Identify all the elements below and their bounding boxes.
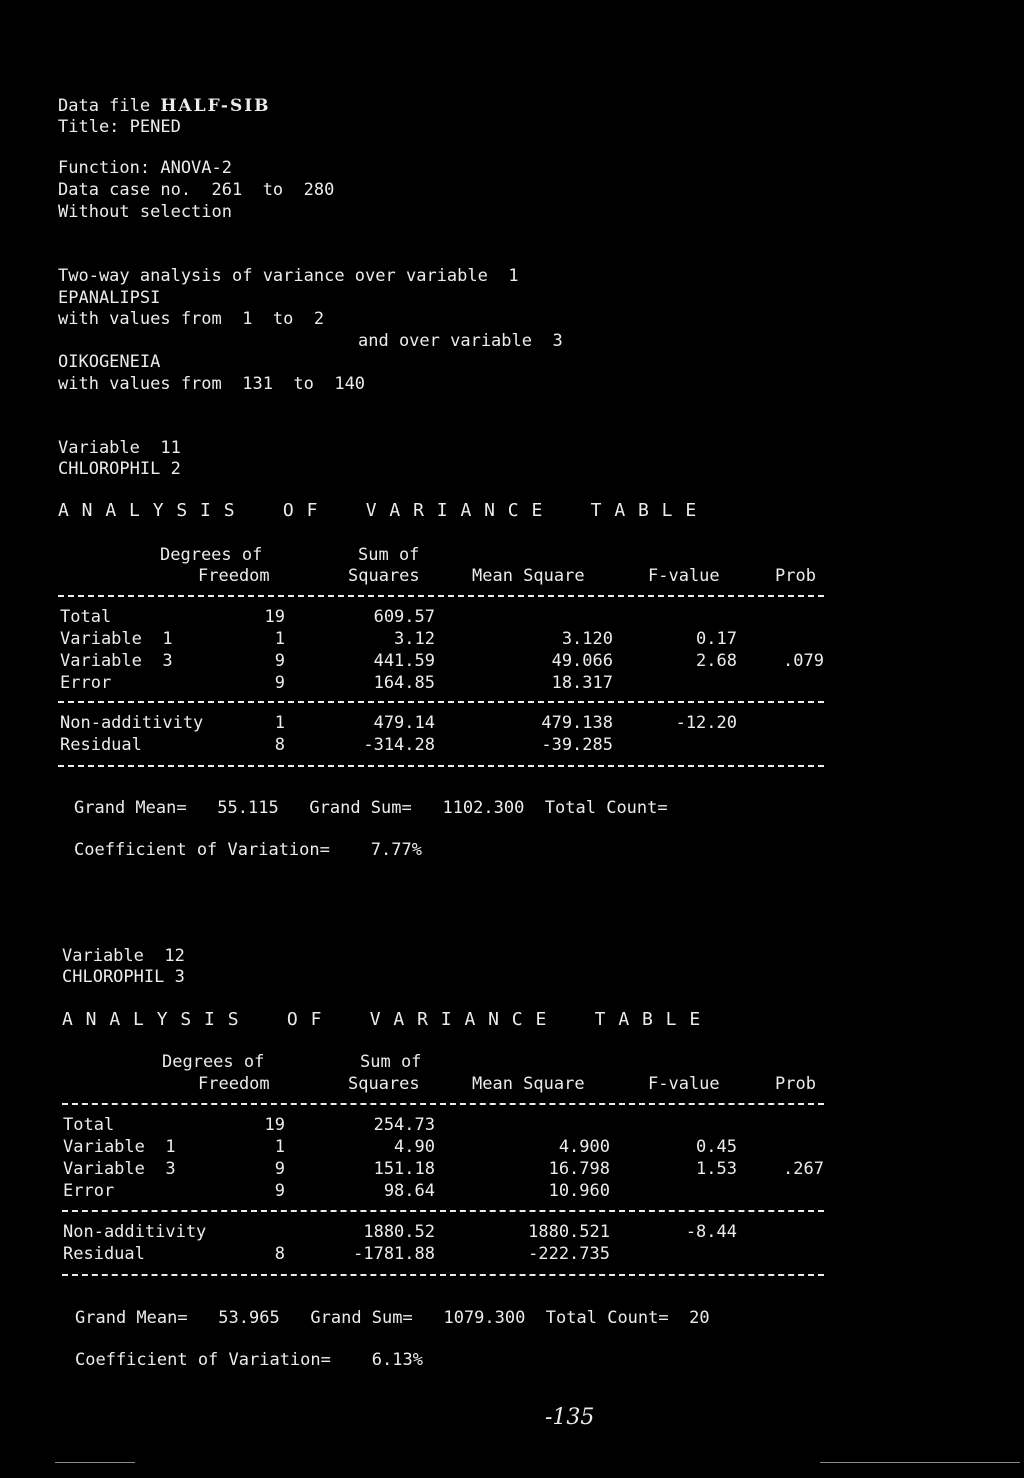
header-ms: Mean Square: [472, 566, 585, 586]
header-df-bottom: Freedom: [198, 1074, 270, 1094]
anova-title: A N A L Y S I S O F V A R I A N C E T A B L E: [62, 1009, 702, 1030]
data-file-line: Data file HALF-SIB: [58, 96, 271, 116]
variable-name: CHLOROPHIL 3: [62, 967, 185, 987]
header-f: F-value: [648, 1074, 720, 1094]
header-ss-bottom: Squares: [348, 1074, 420, 1094]
header-df-top: Degrees of: [162, 1052, 265, 1072]
variable-label: Variable 12: [62, 946, 185, 966]
coefficient-of-variation: Coefficient of Variation= 6.13%: [75, 1350, 423, 1370]
divider: [62, 1210, 824, 1212]
page-number: -135: [545, 1405, 595, 1430]
header-p: Prob: [775, 1074, 816, 1094]
grand-summary: Grand Mean= 55.115 Grand Sum= 1102.300 Total Count=: [74, 798, 668, 818]
data-file-name: HALF-SIB: [160, 96, 271, 116]
divider: [58, 595, 824, 597]
header-ss-top: Sum of: [360, 1052, 422, 1072]
header-df-bottom: Freedom: [198, 566, 270, 586]
edge-mark: [820, 1462, 1020, 1463]
header-f: F-value: [648, 566, 720, 586]
case-line: Data case no. 261 to 280: [58, 180, 335, 200]
divider: [58, 701, 824, 703]
selection-line: Without selection: [58, 202, 232, 222]
divider: [62, 1103, 824, 1105]
divider: [62, 1274, 824, 1276]
header-ss-top: Sum of: [358, 545, 420, 565]
grand-summary: Grand Mean= 53.965 Grand Sum= 1079.300 Total Count= 20: [75, 1308, 710, 1328]
description-line-2: EPANALIPSI: [58, 288, 161, 308]
function-line: Function: ANOVA-2: [58, 158, 232, 178]
header-p: Prob: [775, 566, 816, 586]
coefficient-of-variation: Coefficient of Variation= 7.77%: [74, 840, 422, 860]
variable-label: Variable 11: [58, 438, 181, 458]
variable-name: CHLOROPHIL 2: [58, 459, 181, 479]
header-ss-bottom: Squares: [348, 566, 420, 586]
title-line: Title: PENED: [58, 117, 181, 137]
description-line-6: with values from 131 to 140: [58, 374, 366, 394]
divider: [58, 765, 824, 767]
description-line-4: and over variable 3: [358, 331, 563, 351]
description-line-1: Two-way analysis of variance over variable 1: [58, 266, 519, 286]
description-line-5: OIKOGENEIA: [58, 352, 161, 372]
description-line-3: with values from 1 to 2: [58, 309, 325, 329]
anova-title: A N A L Y S I S O F V A R I A N C E T A B L E: [58, 500, 698, 521]
header-ms: Mean Square: [472, 1074, 585, 1094]
header-df-top: Degrees of: [160, 545, 263, 565]
edge-mark: [55, 1462, 135, 1463]
